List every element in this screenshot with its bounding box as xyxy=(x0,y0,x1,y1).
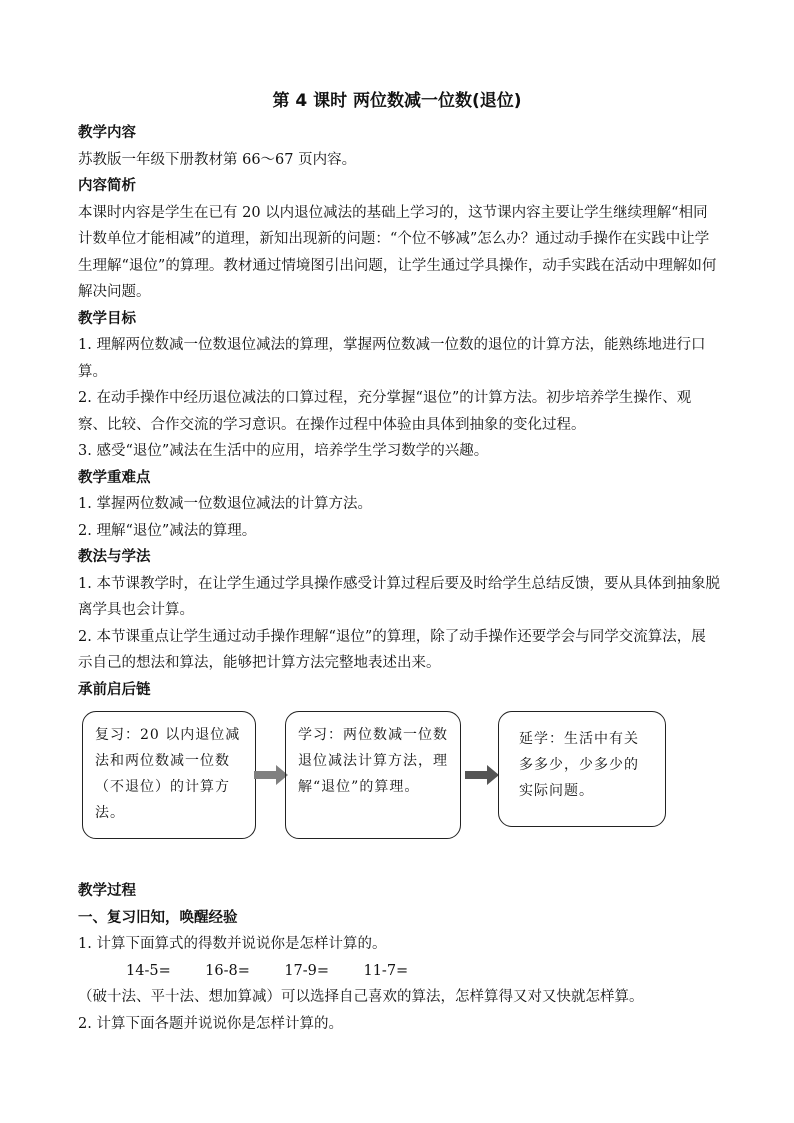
process-part1-heading: 一、复习旧知，唤醒经验 xyxy=(78,909,238,926)
process-question-1: 1. 计算下面算式的得数并说说你是怎样计算的。 xyxy=(78,936,387,952)
page-title: 第 4 课时 两位数减一位数(退位) xyxy=(272,91,522,111)
process-question-2: 2. 计算下面各题并说说你是怎样计算的。 xyxy=(78,1015,343,1032)
document-body xyxy=(78,120,720,1037)
method-item: 2. 本节课重点让学生通过动手操作理解“退位”的算理，除了动手操作还要学会与同学交流算法，展示自己的想法和算法，能够把计算方法完整地表述出来。 xyxy=(78,628,706,671)
arrow-right-icon xyxy=(465,765,499,785)
chain-box-extend: 延学：生活中有关多多少，少多少的实际问题。 xyxy=(498,711,666,827)
summary-text: 本课时内容是学生在已有 20 以内退位减法的基础上学习的，这节课内容主要让学生继续理解“相同计数单位才能相减”的道理，新知出现新的问题：“个位不够减”怎么办？通过动手操作在实践中让学生理解“退位”的算理。教材通过情境图引出问题，让学生通过学具操作，动手实践在活动中理解如何解决问题。 xyxy=(78,204,717,300)
goal-item: 3. 感受“退位”减法在生活中的应用，培养学生学习数学的兴趣。 xyxy=(78,443,489,459)
section-heading-key: 教学重难点 xyxy=(78,469,151,486)
section-heading-goals: 教学目标 xyxy=(78,310,136,327)
process-note: （破十法、平十法、想加算减）可以选择自己喜欢的算法，怎样算得又对又快就怎样算。 xyxy=(78,989,644,1005)
arrow-right-icon xyxy=(254,765,288,785)
chain-box-review: 复习：20 以内退位减法和两位数减一位数（不退位）的计算方法。 xyxy=(82,711,256,839)
calc-expressions: 14-5= 16-8= 17-9= 11-7= xyxy=(126,962,409,979)
chain-box-learn: 学习：两位数减一位数退位减法计算方法，理解“退位”的算理。 xyxy=(285,711,461,839)
section-heading-chain: 承前启后链 xyxy=(78,681,151,698)
section-heading-content: 教学内容 xyxy=(78,125,136,141)
section-heading-summary: 内容简析 xyxy=(78,178,136,194)
section-heading-method: 教法与学法 xyxy=(78,549,151,565)
content-text: 苏教版一年级下册教材第 66～67 页内容。 xyxy=(78,151,357,168)
section-heading-process: 教学过程 xyxy=(78,883,136,899)
goal-item: 2. 在动手操作中经历退位减法的口算过程，充分掌握“退位”的计算方法。初步培养学生操作、观察、比较、合作交流的学习意识。在操作过程中体验由具体到抽象的变化过程。 xyxy=(78,390,692,433)
learning-chain-diagram xyxy=(78,703,720,878)
goal-item: 1. 理解两位数减一位数退位减法的算理，掌握两位数减一位数的退位的计算方法，能熟练地进行口算。 xyxy=(78,337,706,380)
method-item: 1. 本节课教学时，在让学生通过学具操作感受计算过程后要及时给学生总结反馈，要从具体到抽象脱离学具也会计算。 xyxy=(78,575,720,618)
key-item: 2. 理解“退位”减法的算理。 xyxy=(78,522,257,539)
key-item: 1. 掌握两位数减一位数退位减法的计算方法。 xyxy=(78,496,372,512)
